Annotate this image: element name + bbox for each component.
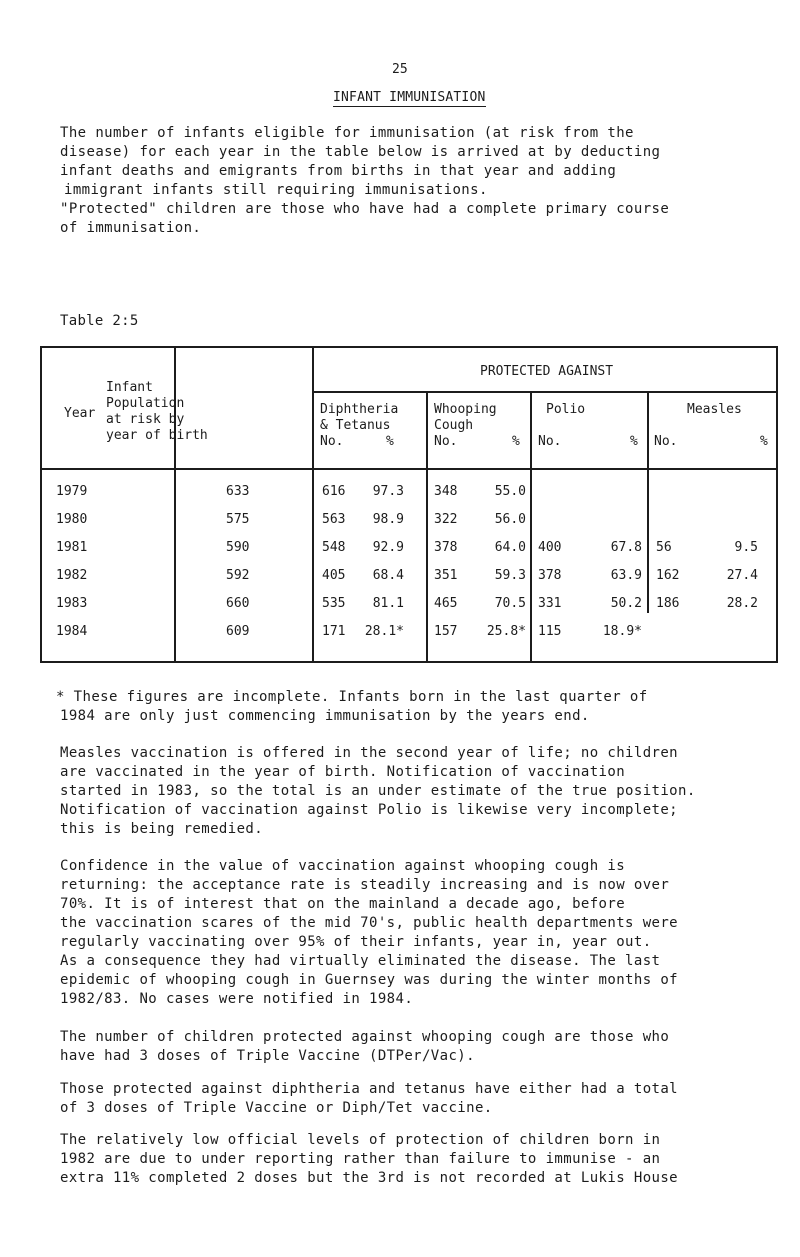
header-year: Year [64,406,96,421]
table-divider [42,468,778,470]
header-protected-against: PROTECTED AGAINST [480,364,614,379]
paragraph-line: Notification of vaccination against Polio is likewise very incomplete; [60,802,679,818]
cell-whooping-no: 465 [434,596,458,611]
intro-line: The number of infants eligible for immunisation (at risk from the [60,125,634,141]
header-whooping-no: No. [434,434,458,449]
header-population-line: Infant [106,380,153,395]
cell-whooping-pct: 64.0 [494,540,526,555]
cell-whooping-no: 378 [434,540,458,555]
paragraph-line: the vaccination scares of the mid 70's, public health departments were [60,915,679,931]
cell-polio-pct: 63.9 [610,568,642,583]
table-divider [530,392,532,661]
cell-whooping-pct: 70.5 [494,596,526,611]
paragraph-line: have had 3 doses of Triple Vaccine (DTPer/Vac). [60,1048,475,1064]
cell-measles-no: 186 [656,596,680,611]
cell-population: 575 [226,512,250,527]
cell-diphtheria-no: 548 [322,540,346,555]
intro-line: immigrant infants still requiring immunisations. [64,182,488,198]
protected-whooping-paragraph [60,1028,760,1066]
header-polio-no: No. [538,434,562,449]
cell-polio-pct: 67.8 [610,540,642,555]
intro-line: disease) for each year in the table below is arrived at by deducting [60,144,661,160]
paragraph-line: regularly vaccinating over 95% of their infants, year in, year out. [60,934,652,950]
cell-polio-pct: 50.2 [610,596,642,611]
cell-diphtheria-pct: 28.1* [364,624,404,639]
paragraph-line: As a consequence they had virtually eliminated the disease. The last [60,953,661,969]
header-measles [687,402,742,418]
paragraph-line: are vaccinated in the year of birth. Notification of vaccination [60,764,626,780]
table-divider [647,392,649,613]
header-whooping [434,402,524,450]
header-diphtheria-no: No. [320,434,344,449]
cell-polio-no: 378 [538,568,562,583]
cell-measles-pct: 27.4 [726,568,758,583]
header-measles-no: No. [654,434,678,449]
header-diphtheria [320,402,420,450]
header-measles-pct: % [760,434,768,449]
cell-diphtheria-no: 563 [322,512,346,527]
cell-year: 1984 [56,624,88,639]
footnote-line: 1984 are only just commencing immunisation by the years end. [60,708,590,724]
header-polio-line: Polio [546,402,586,417]
cell-measles-no: 56 [656,540,672,555]
table-divider [312,348,314,661]
cell-diphtheria-no: 405 [322,568,346,583]
cell-whooping-pct: 59.3 [494,568,526,583]
cell-whooping-pct: 56.0 [494,512,526,527]
header-whooping-pct: % [512,434,520,449]
cell-year: 1981 [56,540,88,555]
cell-whooping-pct: 55.0 [494,484,526,499]
page-heading: INFANT IMMUNISATION [333,90,486,105]
paragraph-line: extra 11% completed 2 doses but the 3rd is not recorded at Lukis House [60,1170,679,1186]
paragraph-line: epidemic of whooping cough in Guernsey was during the winter months of [60,972,679,988]
cell-whooping-no: 348 [434,484,458,499]
paragraph-line: Those protected against diphtheria and tetanus have either had a total [60,1081,679,1097]
cell-whooping-pct: 25.8* [486,624,526,639]
protected-diphtheria-paragraph [60,1080,760,1118]
cell-diphtheria-pct: 68.4 [372,568,404,583]
header-whooping-line: Cough [434,418,474,433]
paragraph-line: returning: the acceptance rate is steadily increasing and is now over [60,877,670,893]
header-measles-line: Measles [687,402,742,417]
cell-whooping-no: 157 [434,624,458,639]
header-polio [546,402,585,418]
cell-polio-pct: 18.9* [602,624,642,639]
cell-year: 1982 [56,568,88,583]
cell-population: 660 [226,596,250,611]
cell-polio-no: 400 [538,540,562,555]
header-diphtheria-line: Diphtheria [320,402,399,417]
header-measles-units [654,434,774,450]
table-label: Table 2:5 [60,313,139,329]
cell-population: 592 [226,568,250,583]
header-population-line: at risk by [106,412,185,427]
header-whooping-line: Whooping [434,402,497,417]
cell-population: 590 [226,540,250,555]
measles-paragraph [60,744,760,839]
cell-year: 1979 [56,484,88,499]
paragraph-line: 70%. It is of interest that on the mainland a decade ago, before [60,896,626,912]
header-polio-pct: % [630,434,638,449]
paragraph-line: started in 1983, so the total is an under estimate of the true position. [60,783,696,799]
header-population [106,380,208,444]
cell-measles-pct: 28.2 [726,596,758,611]
cell-polio-no: 331 [538,596,562,611]
confidence-paragraph [60,857,760,1009]
cell-year: 1980 [56,512,88,527]
cell-population: 633 [226,484,250,499]
paragraph-line: of 3 doses of Triple Vaccine or Diph/Tet vaccine. [60,1100,493,1116]
paragraph-line: Measles vaccination is offered in the second year of life; no children [60,745,679,761]
cell-diphtheria-pct: 81.1 [372,596,404,611]
cell-diphtheria-no: 535 [322,596,346,611]
cell-whooping-no: 322 [434,512,458,527]
cell-measles-no: 162 [656,568,680,583]
cell-whooping-no: 351 [434,568,458,583]
cell-diphtheria-pct: 97.3 [372,484,404,499]
low-levels-paragraph [60,1131,760,1188]
paragraph-line: Confidence in the value of vaccination against whooping cough is [60,858,626,874]
paragraph-line: The relatively low official levels of protection of children born in [60,1132,661,1148]
paragraph-line: 1982 are due to under reporting rather than failure to immunise - an [60,1151,661,1167]
header-diphtheria-pct: % [386,434,394,449]
cell-population: 609 [226,624,250,639]
page-number: 25 [392,62,408,77]
paragraph-line: this is being remedied. [60,821,264,837]
table-divider [312,391,778,393]
header-population-line: Population [106,396,185,411]
footnote-line: * These figures are incomplete. Infants born in the last quarter of [56,689,648,705]
intro-line: infant deaths and emigrants from births in that year and adding [60,163,617,179]
cell-diphtheria-no: 171 [322,624,346,639]
footnote [56,688,648,726]
cell-diphtheria-pct: 98.9 [372,512,404,527]
cell-diphtheria-pct: 92.9 [372,540,404,555]
header-diphtheria-line: & Tetanus [320,418,391,433]
table-divider [426,392,428,661]
cell-measles-pct: 9.5 [734,540,758,555]
header-polio-units [538,434,638,450]
paragraph-line: 1982/83. No cases were notified in 1984. [60,991,414,1007]
cell-year: 1983 [56,596,88,611]
cell-diphtheria-no: 616 [322,484,346,499]
intro-paragraph [60,124,760,238]
cell-polio-no: 115 [538,624,562,639]
paragraph-line: The number of children protected against whooping cough are those who [60,1029,670,1045]
immunisation-table [40,346,778,663]
intro-line: of immunisation. [60,220,202,236]
intro-line: "Protected" children are those who have had a complete primary course [60,201,670,217]
header-population-line: year of birth [106,428,208,443]
